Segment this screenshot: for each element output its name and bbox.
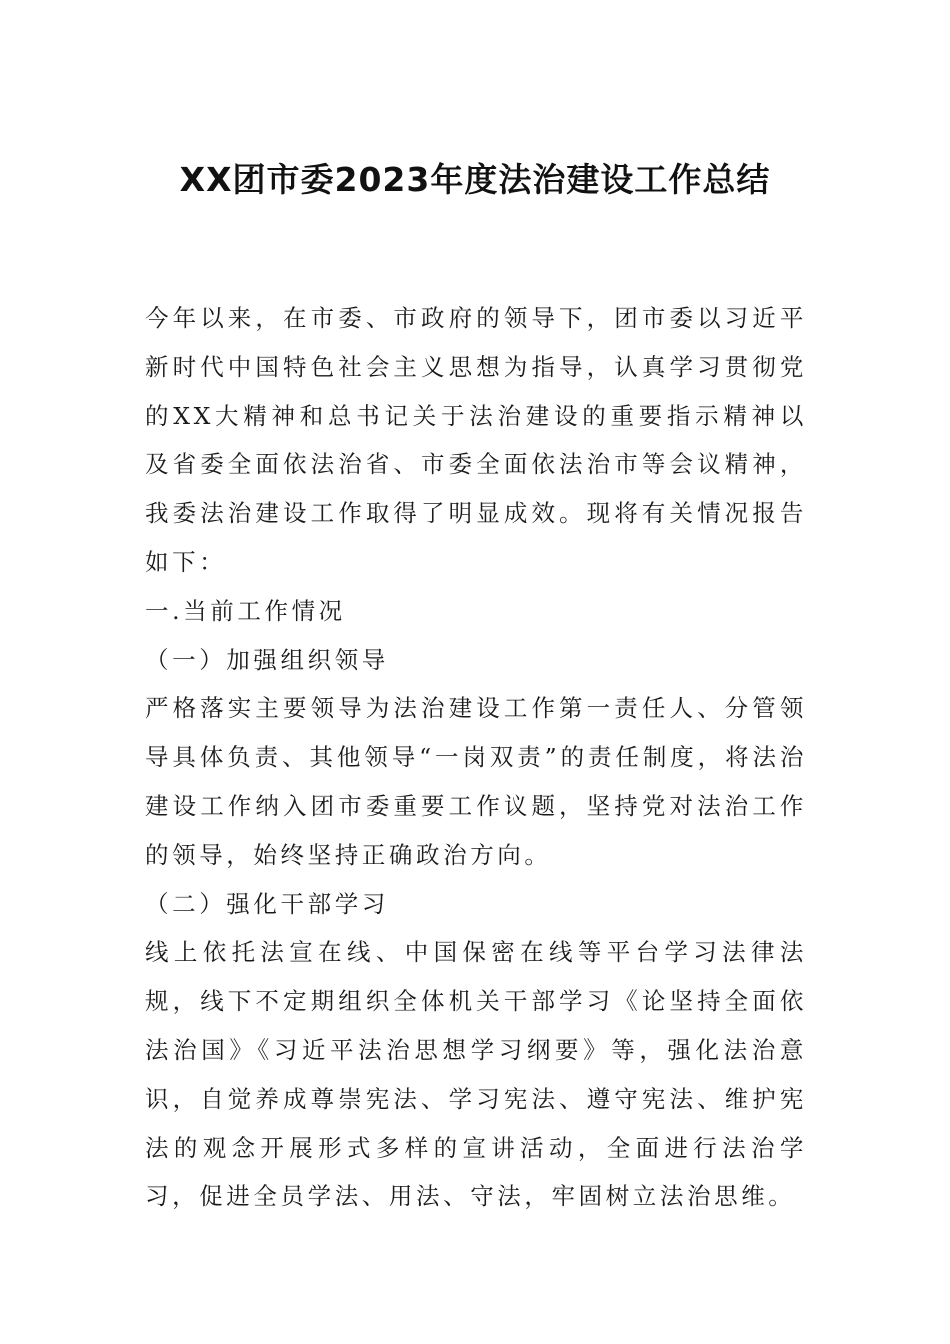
document-body — [145, 294, 807, 1221]
document-title: XX团市委2023年度法治建设工作总结 — [179, 160, 771, 199]
subsection-heading-study: （二）强化干部学习 — [145, 889, 389, 918]
intro-paragraph: 今年以来，在市委、市政府的领导下，团市委以习近平新时代中国特色社会主义思想为指导，认真学习贯彻党的XX大精神和总书记关于法治建设的重要指示精神以及省委全面依法治省、市委全面依法治市等会议精神，我委法治建设工作取得了明显成效。现将有关情况报告如下： — [145, 304, 807, 576]
organization-paragraph: 严格落实主要领导为法治建设工作第一责任人、分管领导具体负责、其他领导“一岗双责”的责任制度，将法治建设工作纳入团市委重要工作议题，坚持党对法治工作的领导，始终坚持正确政治方向。 — [145, 694, 807, 869]
study-paragraph: 线上依托法宣在线、中国保密在线等平台学习法律法规，线下不定期组织全体机关干部学习《论坚持全面依法治国》《习近平法治思想学习纲要》等，强化法治意识，自觉养成尊崇宪法、学习宪法、遵守宪法、维护宪法的观念开展形式多样的宣讲活动，全面进行法治学习，促进全员学法、用法、守法，牢固树立法治思维。 — [145, 938, 807, 1211]
subsection-heading-organization: （一）加强组织领导 — [145, 645, 389, 674]
section-heading-current-work: 一.当前工作情况 — [145, 596, 346, 625]
